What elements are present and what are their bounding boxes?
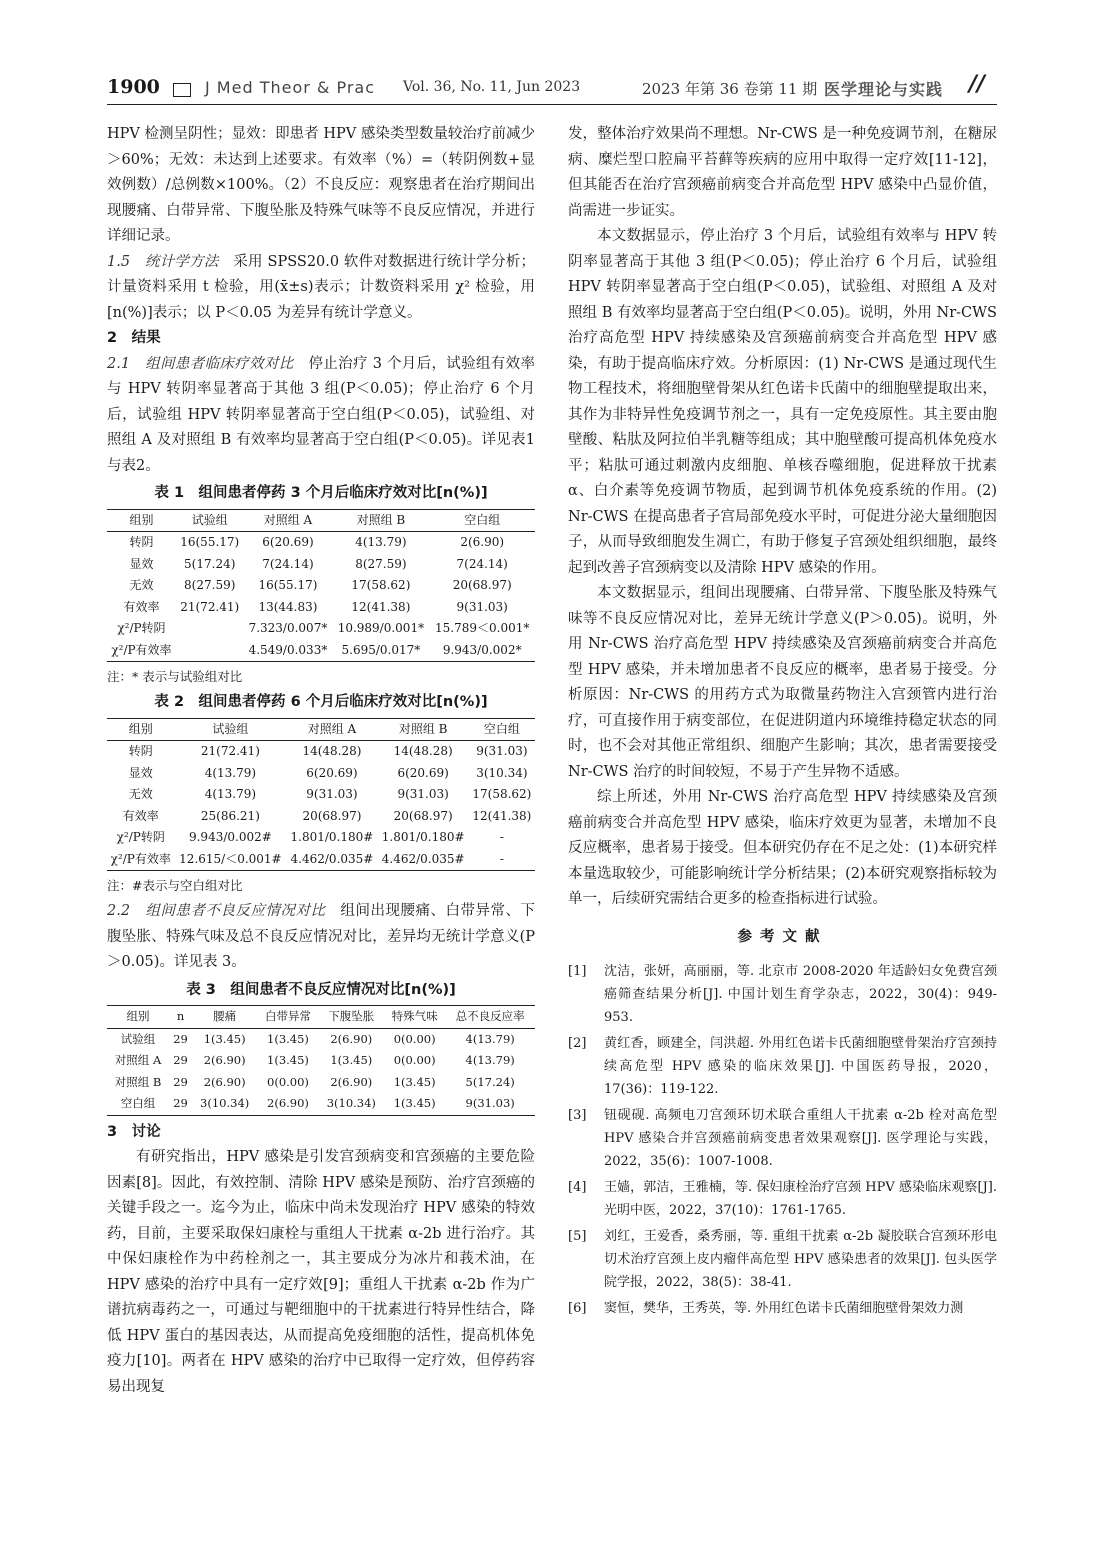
table-cell: 3(10.34) — [326, 1096, 376, 1110]
table-cell: 4.549/0.033* — [248, 642, 328, 657]
table-cell — [176, 618, 244, 640]
table-cell: 0(0.00) — [267, 1074, 309, 1089]
table-2-note: 注：#表示与空白组对比 — [107, 878, 243, 893]
right-column — [568, 122, 997, 1323]
table-cell: 17(58.62) — [351, 578, 411, 592]
reference-number: [6] — [568, 1301, 587, 1316]
table-cell: 13(44.83) — [258, 599, 318, 614]
table-cell: 8(27.59) — [355, 556, 407, 571]
table-cell: 9.943/0.002* — [442, 642, 522, 657]
table-cell: 29 — [173, 1074, 188, 1089]
reference-text: 沈洁，张妍，高丽丽，等. 北京市 2008-2020 年适龄妇女免费宫颈癌筛查结果分析[J]. 中国计划生育学杂志，2022，30(4)：949-953. — [604, 964, 997, 1025]
running-header — [107, 74, 997, 105]
table-cell: 8(27.59) — [184, 578, 236, 592]
section-2-1 — [107, 352, 535, 480]
page-number: 1900 — [107, 76, 160, 98]
header-box-icon — [173, 83, 191, 97]
section-title: 2.2 组间患者不良反应情况对比 — [107, 903, 326, 919]
table-row — [107, 741, 535, 763]
table-cell: 4.462/0.035# — [290, 851, 374, 866]
table-row — [107, 575, 535, 597]
table-cell: 29 — [173, 1096, 188, 1110]
table-1-caption: 表 1 组间患者停药 3 个月后临床疗效对比[n(%)] — [154, 485, 488, 501]
table-cell: 显效 — [128, 765, 153, 780]
table-cell: 14(48.28) — [302, 744, 362, 758]
table-cell: 4(13.79) — [355, 535, 407, 549]
reference-item — [568, 1176, 997, 1222]
table-row — [107, 1028, 535, 1050]
table-cell: 2(6.90) — [330, 1074, 373, 1089]
table-cell: 3(10.34) — [200, 1096, 250, 1110]
journal-english-name: J Med Theor & Prac — [205, 78, 376, 97]
table-row — [107, 640, 535, 662]
paragraph: 本文数据显示，停止治疗 3 个月后，试验组有效率与 HPV 转阴率显著高于其他 3 组(P＜0.05)；停止治疗 6 个月后，试验组 HPV 转阴率显著高于空白组(P＜0.05)，试验组、对照组 A 及对照组 B 有效率均显著高于空白组(P＜0.05)。说明，外用 Nr-CWS 治疗高危型 HPV 持续感染及宫颈癌前病变合并高危型 HPV 感染，有助于提高临床疗效。分析原因：(1) Nr-CWS 是通过现代生物工程技术，将细胞壁骨架从红色诺卡氏菌中的细胞壁提取出来，其作为非特异性免疫调节剂之一，具有一定免疫原性。其主要由胞壁酸、粘肽及阿拉伯半乳糖等组成；其中胞壁酸可提高机体免疫水平；粘肽可通过刺激内皮细胞、单核吞噬细胞，促进释放干扰素 α、白介素等免疫调节物质，起到调节机体免疫系统的作用。(2) Nr-CWS 在提高患者子宫局部免疫水平时，可促进分泌大量细胞因子，从而导致细胞发生凋亡，有助于修复子宫颈处组织细胞，最终起到改善子宫颈病变以及清除 HPV 感染的作用。 — [568, 228, 997, 576]
table-row — [107, 806, 535, 828]
table-header-cell: 对照组 B — [356, 512, 406, 527]
table-row — [107, 849, 535, 871]
table-cell: 4(13.79) — [204, 765, 257, 780]
table-cell: χ²/P有效率 — [111, 642, 172, 657]
table-cell: 9(31.03) — [456, 599, 508, 614]
table-row — [107, 1072, 535, 1094]
table-row — [107, 784, 535, 806]
table-cell: χ²/P转阴 — [116, 830, 165, 844]
reference-number: [4] — [568, 1180, 587, 1195]
reference-item — [568, 1032, 997, 1101]
table-cell: 29 — [173, 1031, 188, 1046]
section-3-title: 3 讨论 — [107, 1123, 161, 1140]
left-column — [107, 122, 535, 1400]
table-cell: 21(72.41) — [180, 599, 240, 614]
issue-chinese: 2023 年第 36 卷第 11 期 — [642, 80, 818, 98]
table-row — [107, 618, 535, 640]
table-cell: 7(24.14) — [262, 556, 314, 571]
table-cell: 7.323/0.007* — [248, 621, 328, 635]
reference-text: 王嫱，郭洁，王雅楠，等. 保妇康栓治疗宫颈 HPV 感染临床观察[J]. 光明中医，2022，37(10)：1761-1765. — [604, 1180, 997, 1218]
table-header-cell: 试验组 — [191, 512, 228, 527]
table-1 — [107, 509, 535, 663]
paragraph: 本文数据显示，组间出现腰痛、白带异常、下腹坠胀及特殊气味等不良反应情况对比，差异无统计学意义(P＞0.05)。说明，外用 Nr-CWS 治疗高危型 HPV 持续感染及宫颈癌前病变合并高危型 HPV 感染，并未增加患者不良反应的概率，患者易于接受。分析原因：Nr-CWS 的用药方式为取微量药物注入宫颈管内进行治疗，可直接作用于病变部位，在促进阴道内环境维持稳定状态的同时，也不会对其他正常组织、细胞产生影响；其次，患者需要接受 Nr-CWS 治疗的时间较短，不易于产生异物不适感。 — [568, 585, 997, 780]
table-header-cell: 总不良反应率 — [455, 1009, 525, 1023]
table-cell: χ²/P有效率 — [110, 851, 171, 866]
table-cell: 17(58.62) — [472, 787, 532, 801]
table-cell: 转阴 — [128, 744, 153, 758]
table-cell: 显效 — [129, 556, 154, 571]
table-cell: 25(86.21) — [200, 808, 260, 823]
table-header-cell: 腰痛 — [213, 1009, 237, 1023]
table-row — [107, 597, 535, 619]
paragraph: HPV 检测呈阴性；显效：即患者 HPV 感染类型数量较治疗前减少＞60%；无效：未达到上述要求。有效率（%）=（转阴例数+显效例数）/总例数×100%。（2）不良反应：观察患者在治疗期间出现腰痛、白带异常、下腹坠胀及特殊气味等不良反应情况，并进行详细记录。 — [107, 126, 535, 244]
table-cell: 4.462/0.035# — [381, 851, 465, 866]
table-cell: 20(68.97) — [393, 808, 453, 823]
reference-item — [568, 1297, 997, 1320]
table-cell: 对照组 B — [114, 1074, 162, 1089]
table-cell: 14(48.28) — [393, 744, 453, 758]
table-cell: 有效率 — [123, 599, 160, 614]
table-cell: 2(6.90) — [203, 1074, 246, 1089]
table-header-cell: n — [176, 1009, 185, 1023]
reference-number: [1] — [568, 964, 587, 979]
table-cell: 12(41.38) — [351, 599, 411, 614]
table-cell: 有效率 — [122, 808, 159, 823]
table-cell: 9.943/0.002# — [188, 830, 272, 844]
section-2-2 — [107, 899, 535, 976]
table-cell: 1(3.45) — [393, 1096, 436, 1110]
table-cell: 20(68.97) — [302, 808, 362, 823]
reference-item — [568, 1225, 997, 1294]
table-header-cell: 空白组 — [483, 721, 520, 736]
table-cell: 21(72.41) — [200, 744, 260, 758]
table-cell: 1(3.45) — [267, 1031, 309, 1046]
table-header-cell: 对照组 B — [398, 721, 448, 736]
table-cell: 9(31.03) — [476, 744, 528, 758]
journal-chinese-name: 医学理论与实践 — [824, 80, 944, 99]
table-cell: 2(6.90) — [203, 1053, 246, 1067]
reference-item — [568, 1104, 997, 1173]
reference-item — [568, 960, 997, 1029]
table-cell: 16(55.17) — [258, 578, 318, 592]
table-3-caption: 表 3 组间患者不良反应情况对比[n(%)] — [186, 981, 456, 998]
table-cell: 1(3.45) — [267, 1053, 309, 1067]
paragraph: 发，整体治疗效果尚不理想。Nr-CWS 是一种免疫调节剂，在糖尿病、糜烂型口腔扁平苔藓等疾病的应用中取得一定疗效[11-12]，但其能否在治疗宫颈癌前病变合并高危型 HPV 感染中凸显价值，尚需进一步证实。 — [568, 126, 997, 219]
table-cell: 10.989/0.001* — [337, 621, 425, 635]
table-cell: 无效 — [129, 578, 154, 592]
table-header-cell: 特殊气味 — [391, 1009, 438, 1023]
section-2-title: 2 结果 — [107, 330, 161, 346]
table-header-cell: 试验组 — [212, 721, 249, 736]
table-cell: 6(20.69) — [306, 765, 358, 780]
reference-number: [5] — [568, 1229, 587, 1244]
table-cell: 12.615/＜0.001# — [179, 851, 282, 866]
table-row — [107, 532, 535, 554]
table-cell: 7(24.14) — [456, 556, 508, 571]
section-text: 采用 SPSS20.0 软件对数据进行统计学分析；计量资料采用 t 检验，用(x̄±s)表示；计数资料采用 χ² 检验，用[n(%)]表示；以 P＜0.05 为差异有统计学意义。 — [107, 253, 535, 321]
paragraph: 综上所述，外用 Nr-CWS 治疗高危型 HPV 持续感染及宫颈癌前病变合并高危型 HPV 感染，临床疗效更为显著，未增加不良反应概率，患者易于接受。但本研究仍存在不足之处：(1)本研究样本量选取较少，可能影响统计学分析结果；(2)本研究观察指标较为单一，后续研究需结合更多的检查指标进行试验。 — [568, 789, 997, 907]
table-cell: 1.801/0.180# — [290, 830, 374, 844]
volume-info: Vol. 36, No. 11, Jun 2023 — [403, 79, 581, 95]
table-cell: 5(17.24) — [465, 1074, 515, 1089]
table-cell: 4(13.79) — [204, 787, 257, 801]
table-cell: 9(31.03) — [306, 787, 358, 801]
table-cell: 9(31.03) — [465, 1096, 515, 1110]
table-cell: 转阴 — [129, 535, 154, 549]
table-cell: 6(20.69) — [397, 765, 449, 780]
table-cell: 空白组 — [120, 1096, 156, 1110]
table-cell: 16(55.17) — [180, 535, 240, 549]
table-3 — [107, 1005, 535, 1116]
section-text: 停止治疗 3 个月后，试验组有效率与 HPV 转阴率显著高于其他 3 组(P＜0.05)；停止治疗 6 个月后，试验组 HPV 转阴率显著高于空白组(P＜0.05)，试验组、对照组 A 及对照组 B 有效率均显著高于空白组(P＜0.05)。详见表1 与表2。 — [107, 355, 535, 474]
table-cell: 4(13.79) — [465, 1031, 515, 1046]
table-cell: 2(6.90) — [460, 535, 505, 549]
table-cell: 29 — [173, 1053, 188, 1067]
table-cell: 4(13.79) — [465, 1053, 515, 1067]
table-cell: 试验组 — [120, 1031, 156, 1046]
table-row — [107, 763, 535, 785]
table-header-cell: 对照组 A — [263, 512, 313, 527]
table-cell: 12(41.38) — [472, 808, 532, 823]
table-row — [107, 554, 535, 576]
table-cell: 无效 — [128, 787, 153, 801]
reference-text: 刘红，王爱香，桑秀丽，等. 重组干扰素 α-2b 凝胶联合宫颈环形电切术治疗宫颈上皮内瘤伴高危型 HPV 感染患者的效果[J]. 包头医学院学报，2022，38(5)：38-41. — [604, 1229, 997, 1290]
table-header-cell: 白带异常 — [264, 1009, 311, 1023]
section-1-5 — [107, 250, 535, 327]
table-cell: 对照组 A — [114, 1053, 162, 1067]
table-cell: 1(3.45) — [203, 1031, 246, 1046]
reference-number: [2] — [568, 1036, 587, 1051]
table-2 — [107, 718, 535, 872]
table-1-note: 注：* 表示与试验组对比 — [107, 669, 243, 684]
table-cell: 9(31.03) — [397, 787, 449, 801]
table-2-caption: 表 2 组间患者停药 6 个月后临床疗效对比[n(%)] — [154, 694, 488, 710]
table-cell: 0(0.00) — [393, 1031, 436, 1046]
table-cell: 1(3.45) — [330, 1053, 373, 1067]
table-cell: 3(10.34) — [476, 765, 528, 780]
table-cell: 5.695/0.017* — [341, 642, 421, 657]
paragraph: 有研究指出，HPV 感染是引发宫颈病变和宫颈癌的主要危险因素[8]。因此，有效控制、清除 HPV 感染是预防、治疗宫颈癌的关键手段之一。迄今为止，临床中尚未发现治疗 HPV 感染的特效药，目前，主要采取保妇康栓与重组人干扰素 α-2b 进行治疗。其中保妇康栓作为中药栓剂之一，其主要成分为冰片和莪术油，在 HPV 感染的治疗中具有一定疗效[9]；重组人干扰素 α-2b 作为广谱抗病毒药之一，可通过与靶细胞中的干扰素进行特异性结合，降低 HPV 蛋白的基因表达，从而提高免疫细胞的活性，提高机体免疫力[10]。两者在 HPV 感染的治疗中已取得一定疗效，但停药容易出现复 — [107, 1149, 535, 1395]
section-title: 2.1 组间患者临床疗效对比 — [107, 355, 294, 372]
table-header-cell: 组别 — [126, 1009, 150, 1023]
table-cell: 1(3.45) — [393, 1074, 436, 1089]
journal-logo-icon: // — [969, 72, 986, 97]
reference-text: 窦恒，樊华，王秀英，等. 外用红色诺卡氏菌细胞壁骨架效力测 — [604, 1301, 964, 1316]
table-cell: 20(68.97) — [452, 578, 512, 592]
table-cell: 0(0.00) — [393, 1053, 436, 1067]
table-header-cell: 下腹坠胀 — [328, 1009, 375, 1023]
table-header-cell: 组别 — [129, 512, 154, 527]
references-title: 参考文献 — [737, 928, 828, 945]
table-cell — [176, 640, 244, 662]
references-list — [568, 960, 997, 1320]
table-cell: 5(17.24) — [184, 556, 236, 571]
table-row — [107, 1050, 535, 1072]
table-cell: - — [499, 851, 504, 866]
table-cell: 1.801/0.180# — [381, 830, 465, 844]
reference-text: 黄红香，顾建全，闫洪超. 外用红色诺卡氏菌细胞壁骨架治疗宫颈持续高危型 HPV 感染的临床效果[J]. 中国医药导报，2020，17(36)：119-122. — [604, 1036, 997, 1097]
table-cell: 2(6.90) — [330, 1031, 373, 1046]
section-text: 组间出现腰痛、白带异常、下腹坠胀、特殊气味及总不良反应情况对比，差异均无统计学意义(P＞0.05)。详见表 3。 — [107, 903, 535, 970]
table-cell: 15.789＜0.001* — [435, 621, 530, 635]
section-title: 1.5 统计学方法 — [107, 253, 219, 270]
table-row — [107, 827, 535, 849]
table-header-cell: 空白组 — [464, 512, 501, 527]
table-cell: 6(20.69) — [262, 535, 314, 549]
table-cell: - — [499, 830, 504, 844]
table-header-cell: 组别 — [128, 721, 153, 736]
table-cell: χ²/P转阴 — [117, 621, 166, 635]
table-row — [107, 1093, 535, 1115]
table-cell: 2(6.90) — [267, 1096, 309, 1110]
table-header-cell: 对照组 A — [307, 721, 357, 736]
reference-number: [3] — [568, 1108, 587, 1123]
reference-text: 钮砚砚. 高频电刀宫颈环切术联合重组人干扰素 α-2b 栓对高危型 HPV 感染合并宫颈癌前病变患者效果观察[J]. 医学理论与实践，2022，35(6)：1007-1008. — [604, 1108, 997, 1169]
